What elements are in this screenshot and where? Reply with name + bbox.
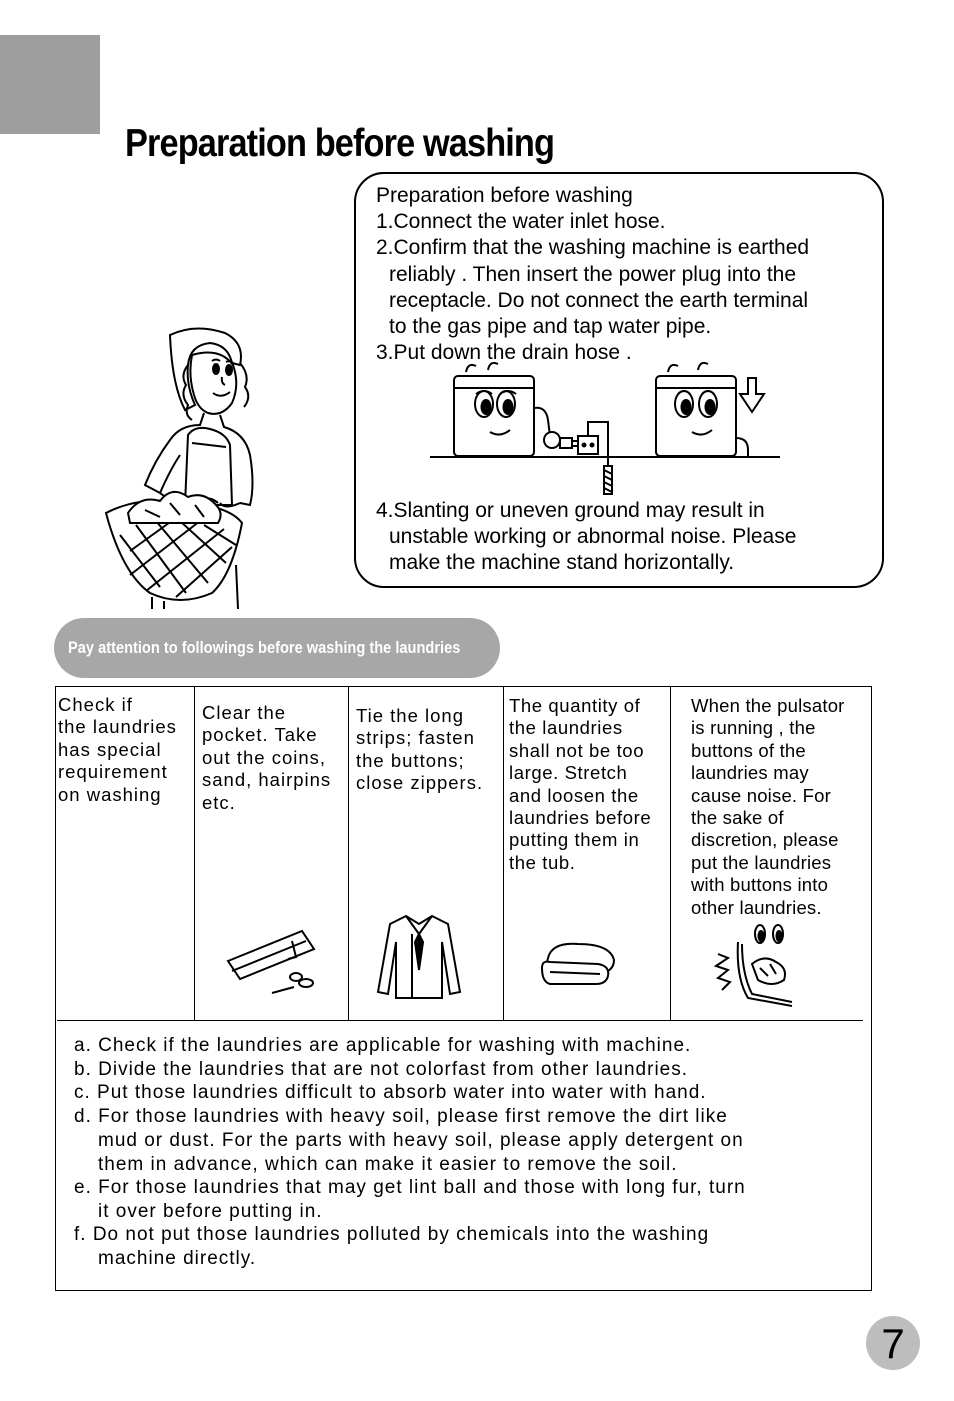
column-2-line: out the coins,	[202, 746, 327, 768]
column-3-line: strips; fasten	[356, 727, 475, 749]
column-1-line: Check if	[58, 694, 133, 715]
note-b: b. Divide the laundries that are not colorfast from other laundries.	[74, 1059, 689, 1080]
column-divider	[194, 686, 195, 1021]
note-f: f. Do not put those laundries polluted by chemicals into the washing	[74, 1224, 710, 1245]
column-divider	[348, 686, 349, 1021]
washing-machines-illustration	[428, 358, 788, 503]
column-4-text	[509, 695, 651, 874]
prep-step-3: 3.Put down the drain hose .	[376, 341, 632, 364]
column-3-line: close zippers.	[356, 772, 484, 794]
column-5-line: the sake of	[691, 807, 784, 829]
column-5-line: laundries may	[691, 762, 809, 784]
column-4-line: The quantity of	[509, 695, 641, 716]
column-3-line: Tie the long	[356, 705, 464, 726]
column-1-text	[58, 694, 177, 806]
note-e: e. For those laundries that may get lint ball and those with long fur, turn	[74, 1177, 746, 1198]
prep-heading: Preparation before washing	[376, 184, 633, 207]
column-2-line: sand, hairpins	[202, 769, 332, 791]
note-c: c. Put those laundries difficult to absorb water into water with hand.	[74, 1082, 707, 1103]
prep-step-4-line-2: unstable working or abnormal noise. Please	[389, 525, 797, 548]
column-3-line: the buttons;	[356, 749, 465, 771]
prep-step-2: 2.Confirm that the washing machine is earthed	[376, 236, 810, 259]
column-5-line: cause noise. For	[691, 784, 831, 806]
attention-banner-text: Pay attention to followings before washing the laundries	[68, 638, 461, 657]
column-4-line: laundries before	[509, 807, 652, 829]
prep-step-2-line-2: reliably . Then insert the power plug into the	[389, 263, 797, 286]
note-d-line-2: mud or dust. For the parts with heavy soil, please apply detergent on	[98, 1130, 744, 1151]
column-4-line: putting them in	[509, 829, 640, 851]
column-4-line: and loosen the	[509, 784, 639, 806]
column-divider	[503, 686, 504, 1021]
prep-step-2-line-4: to the gas pipe and tap water pipe.	[389, 315, 712, 338]
shirt-icon	[376, 912, 462, 1000]
column-5-text	[691, 695, 845, 919]
column-1-line: has special	[58, 738, 162, 760]
note-a: a. Check if the laundries are applicable for washing with machine.	[74, 1035, 692, 1056]
column-2-line: etc.	[202, 791, 236, 813]
column-5-line: other laundries.	[691, 896, 822, 918]
prep-step-2-line-3: receptacle. Do not connect the earth terminal	[389, 289, 809, 312]
note-d-line-3: them in advance, which can make it easier to remove the soil.	[98, 1154, 678, 1175]
column-5-line: put the laundries	[691, 851, 832, 873]
note-e-line-2: it over before putting in.	[98, 1201, 323, 1222]
column-5-line: discretion, please	[691, 829, 839, 851]
column-5-line: buttons of the	[691, 739, 806, 761]
note-f-line-2: machine directly.	[98, 1248, 257, 1269]
prep-step-1: 1.Connect the water inlet hose.	[376, 210, 666, 233]
column-4-line: the laundries	[509, 717, 623, 739]
column-divider	[670, 686, 671, 1021]
prep-step-4-line-3: make the machine stand horizontally.	[389, 551, 735, 574]
column-3-text	[356, 705, 483, 795]
column-1-line: the laundries	[58, 716, 177, 738]
woman-with-basket-illustration	[100, 325, 265, 610]
column-5-line: is running , the	[691, 717, 816, 739]
page-number: 7	[866, 1316, 920, 1370]
folded-laundry-icon	[538, 938, 618, 988]
table-row-divider	[57, 1020, 863, 1021]
page-title: Preparation before washing	[125, 122, 555, 165]
column-2-line: pocket. Take	[202, 724, 318, 746]
prep-step-4: 4.Slanting or uneven ground may result in	[376, 499, 765, 522]
column-2-text	[202, 702, 331, 814]
noisy-pulsator-icon	[712, 918, 802, 1013]
attention-banner	[54, 618, 500, 678]
column-1-line: on washing	[58, 783, 162, 805]
corner-tab	[0, 35, 100, 134]
column-4-line: large. Stretch	[509, 762, 628, 784]
note-d: d. For those laundries with heavy soil, please first remove the dirt like	[74, 1106, 728, 1127]
column-5-line: When the pulsator	[691, 695, 845, 716]
column-4-line: the tub.	[509, 851, 576, 873]
column-5-line: with buttons into	[691, 874, 829, 896]
pocket-items-icon	[222, 925, 322, 1000]
column-1-line: requirement	[58, 761, 168, 783]
column-4-line: shall not be too	[509, 739, 645, 761]
column-2-line: Clear the	[202, 702, 287, 723]
